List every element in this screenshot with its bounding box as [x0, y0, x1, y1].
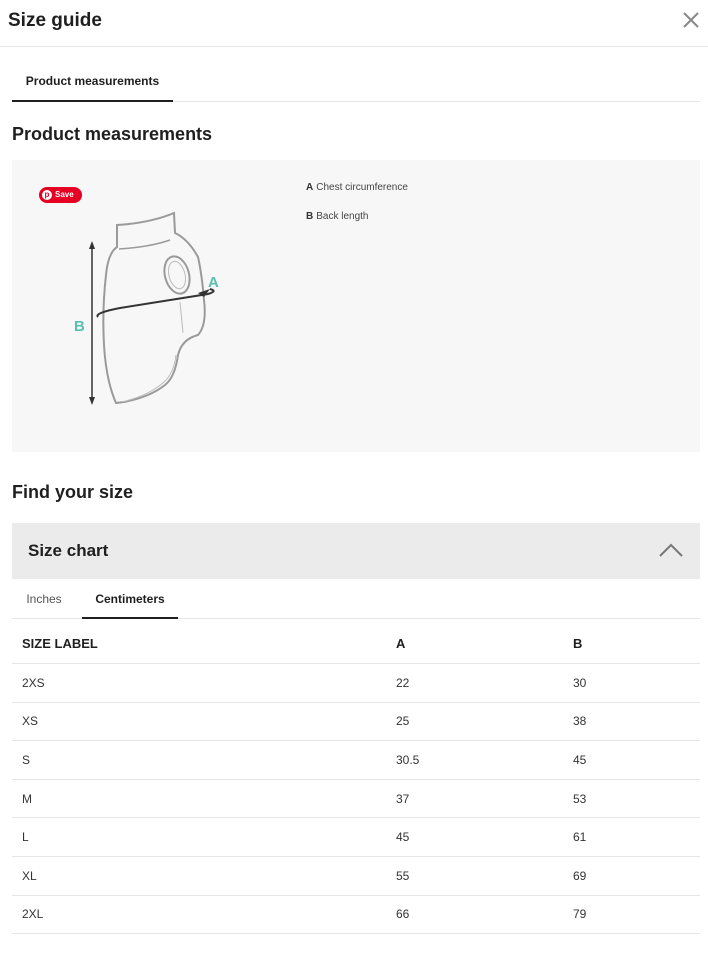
table-row	[12, 703, 700, 742]
table-row	[12, 741, 700, 780]
a-cell: 45	[396, 830, 410, 845]
measurements-panel	[12, 160, 700, 452]
modal-header	[0, 0, 708, 47]
size-chart-accordion[interactable]	[12, 523, 700, 579]
table-row	[12, 818, 700, 857]
a-cell: 22	[396, 675, 410, 690]
table-header-row	[12, 624, 700, 664]
dog-sweater-diagram	[70, 205, 230, 410]
legend-label-b: Back length	[316, 211, 369, 222]
a-cell: 55	[396, 868, 410, 883]
modal-title: Size guide	[8, 10, 102, 31]
size-chart-title: Size chart	[28, 541, 109, 560]
chevron-up-icon[interactable]	[657, 541, 685, 559]
label-b: B	[74, 318, 85, 335]
size-cell: 2XL	[22, 907, 44, 922]
column-header-b: B	[573, 636, 583, 651]
size-cell: 2XS	[22, 675, 45, 690]
table-row	[12, 664, 700, 703]
a-cell: 30.5	[396, 752, 420, 767]
label-a: A	[208, 274, 219, 291]
table-row	[12, 857, 700, 896]
size-table	[12, 624, 700, 934]
b-cell: 30	[573, 675, 587, 690]
b-cell: 53	[573, 791, 587, 806]
table-row	[12, 896, 700, 935]
size-cell: XS	[22, 714, 39, 729]
tab-inches[interactable]: Inches	[26, 592, 62, 606]
column-header-a: A	[396, 636, 406, 651]
tab-product-measurements[interactable]: Product measurements	[12, 60, 173, 102]
size-cell: S	[22, 752, 31, 767]
b-cell: 61	[573, 830, 587, 845]
tab-centimeters[interactable]: Centimeters	[82, 580, 178, 619]
product-measurements-heading: Product measurements	[12, 124, 213, 144]
b-cell: 45	[573, 752, 587, 767]
b-cell: 38	[573, 714, 587, 729]
table-row	[12, 780, 700, 819]
a-cell: 66	[396, 907, 410, 922]
guide-tabs	[12, 60, 700, 102]
legend-key-a: A	[306, 182, 314, 193]
legend-item-a	[306, 182, 408, 193]
legend-key-b: B	[306, 211, 314, 222]
b-cell: 79	[573, 907, 587, 922]
column-header-size-label: SIZE LABEL	[22, 636, 98, 651]
legend-item-b	[306, 211, 369, 222]
pinterest-icon: p	[42, 190, 52, 200]
close-icon[interactable]	[680, 9, 702, 31]
size-cell: M	[22, 791, 32, 806]
size-cell: L	[22, 830, 29, 845]
unit-tabs	[12, 580, 700, 619]
a-cell: 25	[396, 714, 410, 729]
legend-label-a: Chest circumference	[316, 182, 408, 193]
size-cell: XL	[22, 868, 37, 883]
find-your-size-heading: Find your size	[12, 482, 134, 502]
pinterest-save-button[interactable]	[39, 187, 82, 203]
a-cell: 37	[396, 791, 410, 806]
save-label: Save	[55, 190, 74, 199]
b-cell: 69	[573, 868, 587, 883]
